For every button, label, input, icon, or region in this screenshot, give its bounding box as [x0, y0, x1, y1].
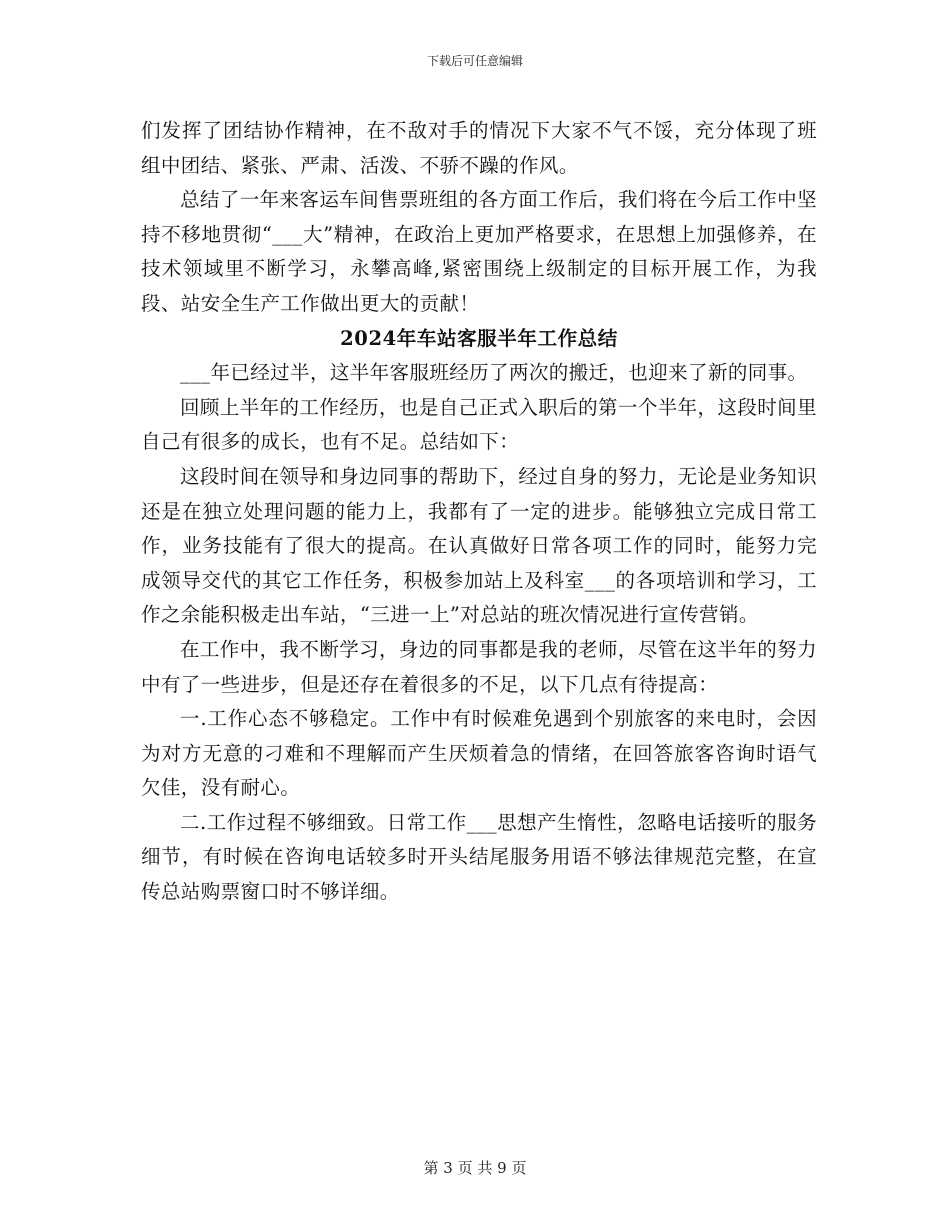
paragraph-1: 们发挥了团结协作精神，在不敌对手的情况下大家不气不馁，充分体现了班组中团结、紧张、严肃、活泼、不骄不躁的作风。 — [141, 119, 817, 177]
paragraph-7: 一.工作心态不够稳定。工作中有时候难免遇到个别旅客的来电时，会因为对方无意的刁难和不理解而产生厌烦着急的情绪，在回答旅客咨询时语气欠佳，没有耐心。 — [141, 707, 817, 800]
paragraph-8: 二.工作过程不够细致。日常工作___思想产生惰性，忽略电话接听的服务细节，有时候在咨询电话较多时开头结尾服务用语不够法律规范完整，在宣传总站购票窗口时不够详细。 — [141, 810, 817, 904]
paragraph-4: 回顾上半年的工作经历，也是自己正式入职后的第一个半年，这段时间里自己有很多的成长，也有不足。总结如下： — [141, 395, 817, 454]
section-title: 2024年车站客服半年工作总结 — [340, 326, 618, 350]
header-note: 下载后可任意编辑 — [426, 54, 523, 68]
paragraph-2: 总结了一年来客运车间售票班组的各方面工作后，我们将在今后工作中坚持不移地贯彻“___大”精神，在政治上更加严格要求，在思想上加强修养，在技术领域里不断学习，永攀高峰,紧密围绕上级制定的目标开展工作，为我段、站安全生产工作做出更大的贡献！ — [141, 188, 817, 315]
document-body — [141, 114, 817, 910]
paragraph-5: 这段时间在领导和身边同事的帮助下，经过自身的努力，无论是业务知识还是在独立处理问题的能力上，我都有了一定的进步。能够独立完成日常工作，业务技能有了很大的提高。在认真做好日常各项工作的同时，能努力完成领导交代的其它工作任务，积极参加站上及科室___的各项培训和学习，工作之余能积极走出车站，“三进一上”对总站的班次情况进行宣传营销。 — [141, 464, 817, 627]
paragraph-6: 在工作中，我不断学习，身边的同事都是我的老师，尽管在这半年的努力中有了一些进步，但是还存在着很多的不足，以下几点有待提高： — [141, 637, 817, 696]
page-number-footer: 第 3 页 共 9 页 — [423, 1159, 527, 1177]
paragraph-3: ___年已经过半，这半年客服班经历了两次的搬迁，也迎来了新的同事。 — [180, 361, 808, 385]
